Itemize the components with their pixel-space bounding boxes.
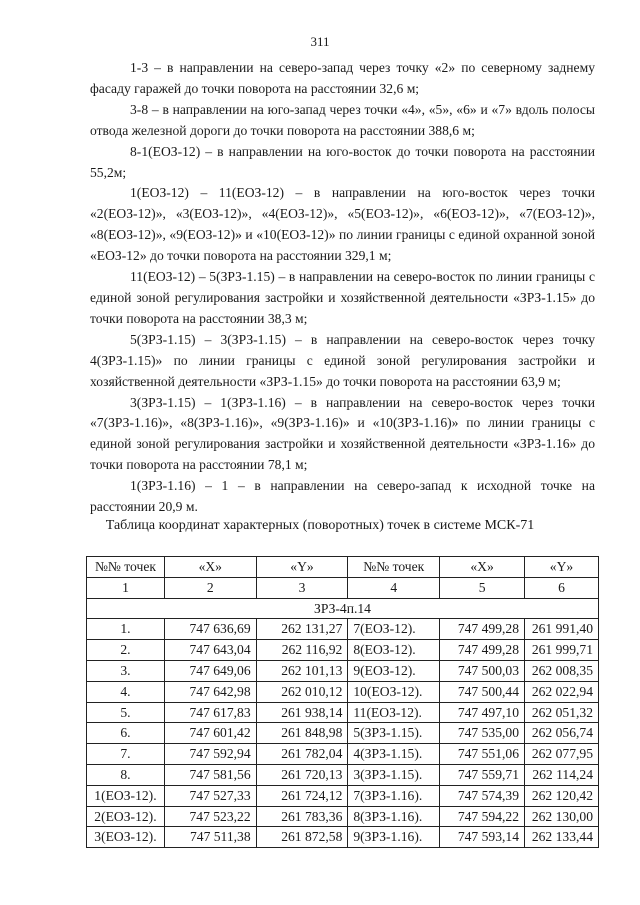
header-cell: №№ точек: [348, 557, 440, 578]
table-row: [87, 785, 599, 806]
table-cell: 261 991,40: [525, 619, 599, 640]
table-cell: 262 056,74: [525, 723, 599, 744]
table-cell: 8(ЗРЗ-1.16).: [348, 806, 440, 827]
table-cell: 747 523,22: [164, 806, 256, 827]
header-cell: №№ точек: [87, 557, 165, 578]
header-cell: «X»: [164, 557, 256, 578]
table-cell: 261 724,12: [256, 785, 348, 806]
column-number-cell: 4: [348, 577, 440, 598]
table-cell: 7(ЗРЗ-1.16).: [348, 785, 440, 806]
paragraph: 3-8 – в направлении на юго-запад через точки «4», «5», «6» и «7» вдоль полосы отвода железной дороги до точки поворота на расстоянии 388,6 м;: [90, 101, 595, 138]
table-cell: 5(ЗРЗ-1.15).: [348, 723, 440, 744]
table-header-row: [87, 557, 599, 578]
table-cell: 747 499,28: [440, 640, 525, 661]
table-cell: 747 649,06: [164, 660, 256, 681]
table-row: [87, 806, 599, 827]
table-cell: 9(ЗРЗ-1.16).: [348, 827, 440, 848]
table-cell: 747 581,56: [164, 764, 256, 785]
table-cell: 262 116,92: [256, 640, 348, 661]
column-number-cell: 5: [440, 577, 525, 598]
table-cell: 747 551,06: [440, 744, 525, 765]
table-cell: 1(ЕОЗ-12).: [87, 785, 165, 806]
column-number-row: [87, 577, 599, 598]
table-cell: 1.: [87, 619, 165, 640]
paragraph: 5(ЗРЗ-1.15) – 3(ЗРЗ-1.15) – в направлении на северо-восток через точку 4(ЗРЗ-1.15)» по линии границы с единой зоной регулирования застройки и хозяйственной деятельности «ЗРЗ-1.15» до точки поворота на расстоянии 63,9 м;: [90, 331, 595, 389]
column-number-cell: 2: [164, 577, 256, 598]
section-title: ЗРЗ-4п.14: [87, 598, 599, 619]
table-cell: 261 999,71: [525, 640, 599, 661]
table-row: [87, 744, 599, 765]
table-cell: 262 101,13: [256, 660, 348, 681]
table-cell: 261 848,98: [256, 723, 348, 744]
table-row: [87, 660, 599, 681]
table-cell: 747 601,42: [164, 723, 256, 744]
table-row: [87, 827, 599, 848]
table-cell: 3(ЗРЗ-1.15).: [348, 764, 440, 785]
table-cell: 4.: [87, 681, 165, 702]
table-cell: 747 527,33: [164, 785, 256, 806]
table-cell: 747 511,38: [164, 827, 256, 848]
column-number-cell: 1: [87, 577, 165, 598]
table-cell: 7.: [87, 744, 165, 765]
table-cell: 747 559,71: [440, 764, 525, 785]
header-cell: «X»: [440, 557, 525, 578]
table-cell: 747 500,03: [440, 660, 525, 681]
table-cell: 8(ЕОЗ-12).: [348, 640, 440, 661]
column-number-cell: 3: [256, 577, 348, 598]
paragraph: 8-1(ЕОЗ-12) – в направлении на юго-восток до точки поворота на расстоянии 55,2м;: [90, 143, 595, 180]
page-number: 311: [310, 34, 330, 49]
column-number-cell: 6: [525, 577, 599, 598]
table-cell: 747 499,28: [440, 619, 525, 640]
table-cell: 262 131,27: [256, 619, 348, 640]
table-cell: 10(ЕОЗ-12).: [348, 681, 440, 702]
table-cell: 262 051,32: [525, 702, 599, 723]
table-cell: 261 782,04: [256, 744, 348, 765]
table-cell: 262 130,00: [525, 806, 599, 827]
table-cell: 747 642,98: [164, 681, 256, 702]
table-row: [87, 681, 599, 702]
header-cell: «Y»: [525, 557, 599, 578]
table-row: [87, 764, 599, 785]
paragraph: 1(ЗРЗ-1.16) – 1 – в направлении на северо-запад к исходной точке на расстоянии 20,9 м.: [90, 478, 595, 515]
table-cell: 2.: [87, 640, 165, 661]
table-cell: 262 114,24: [525, 764, 599, 785]
table-cell: 11(ЕОЗ-12).: [348, 702, 440, 723]
table-cell: 747 535,00: [440, 723, 525, 744]
paragraph: 11(ЕОЗ-12) – 5(ЗРЗ-1.15) – в направлении на северо-восток по линии границы с единой зоной регулирования застройки и хозяйственной деятельности «ЗРЗ-1.15» до точки поворота на расстоянии 38,3 м;: [90, 269, 595, 326]
table-caption: Таблица координат характерных (поворотных) точек в системе МСК-71: [105, 518, 535, 533]
table-cell: 747 497,10: [440, 702, 525, 723]
table-cell: 4(ЗРЗ-1.15).: [348, 744, 440, 765]
table-cell: 747 617,83: [164, 702, 256, 723]
paragraph: 1(ЕОЗ-12) – 11(ЕОЗ-12) – в направлении на юго-восток через точки «2(ЕОЗ-12)», «3(ЕОЗ-12)», «4(ЕОЗ-12)», «5(ЕОЗ-12)», «6(ЕОЗ-12)», «7(ЕОЗ-12)», «8(ЕОЗ-12)», «9(ЕОЗ-12)» и «10(ЕОЗ-12)» по линии границы с единой охранной зоной «ЕОЗ-12» до точки поворота на расстоянии 329,1 м;: [90, 185, 595, 264]
table-cell: 262 010,12: [256, 681, 348, 702]
table-row: [87, 702, 599, 723]
boundary-description: [90, 58, 595, 518]
table-cell: 2(ЕОЗ-12).: [87, 806, 165, 827]
section-title-row: [87, 598, 599, 619]
table-cell: 261 872,58: [256, 827, 348, 848]
table-cell: 8.: [87, 764, 165, 785]
table-cell: 747 643,04: [164, 640, 256, 661]
table-cell: 3(ЕОЗ-12).: [87, 827, 165, 848]
table-cell: 5.: [87, 702, 165, 723]
table-cell: 7(ЕОЗ-12).: [348, 619, 440, 640]
table-cell: 747 500,44: [440, 681, 525, 702]
table-row: [87, 723, 599, 744]
table-cell: 261 720,13: [256, 764, 348, 785]
table-cell: 261 938,14: [256, 702, 348, 723]
table-cell: 747 594,22: [440, 806, 525, 827]
coordinates-table: [86, 556, 599, 848]
table-cell: 262 008,35: [525, 660, 599, 681]
table-cell: 747 592,94: [164, 744, 256, 765]
table-cell: 262 120,42: [525, 785, 599, 806]
header-cell: «Y»: [256, 557, 348, 578]
table-cell: 262 077,95: [525, 744, 599, 765]
table-row: [87, 640, 599, 661]
table-cell: 261 783,36: [256, 806, 348, 827]
table-cell: 262 133,44: [525, 827, 599, 848]
table-cell: 747 593,14: [440, 827, 525, 848]
table-cell: 747 574,39: [440, 785, 525, 806]
table-cell: 3.: [87, 660, 165, 681]
table-cell: 747 636,69: [164, 619, 256, 640]
table-row: [87, 619, 599, 640]
paragraph: 1-3 – в направлении на северо-запад через точку «2» по северному заднему фасаду гаражей до точки поворота на расстоянии 32,6 м;: [90, 60, 595, 96]
table-cell: 9(ЕОЗ-12).: [348, 660, 440, 681]
table-cell: 262 022,94: [525, 681, 599, 702]
table-cell: 6.: [87, 723, 165, 744]
paragraph: 3(ЗРЗ-1.15) – 1(ЗРЗ-1.16) – в направлении на северо-восток через точки «7(ЗРЗ-1.16)», «8(ЗРЗ-1.16)», «9(ЗРЗ-1.16)» и «10(ЗРЗ-1.16)» по линии границы с единой зоной регулирования застройки и хозяйственной деятельности «ЗРЗ-1.16» до точки поворота на расстоянии 78,1 м;: [90, 394, 595, 473]
